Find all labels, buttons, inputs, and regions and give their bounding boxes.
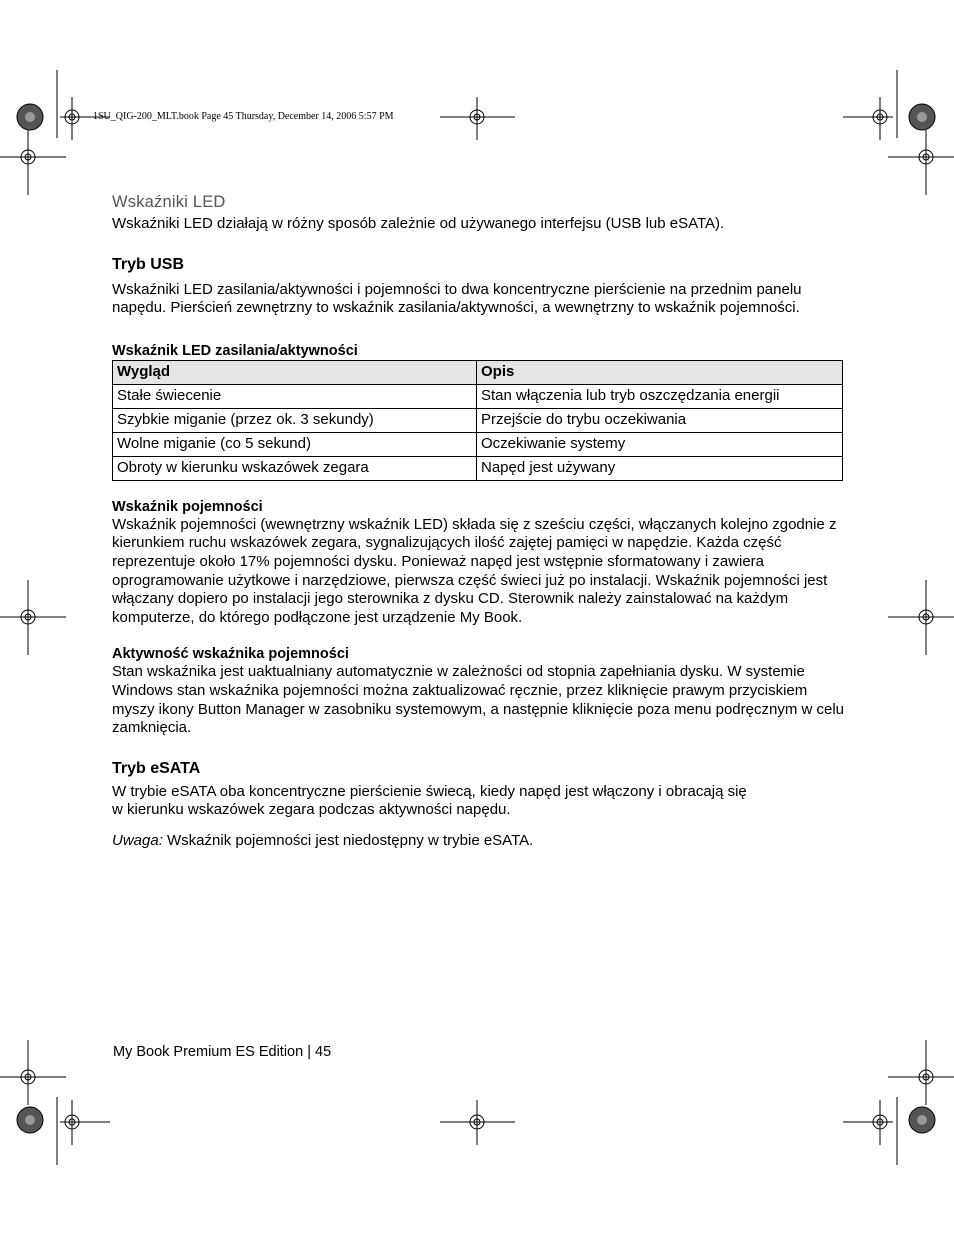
table-row — [113, 456, 843, 480]
power-led-table-title: Wskaźnik LED zasilania/aktywności — [112, 342, 358, 359]
appearance-cell: Wolne miganie (co 5 sekund) — [113, 432, 477, 456]
esata-mode-heading: Tryb eSATA — [112, 759, 201, 777]
capacity-activity-paragraph: Stan wskaźnika jest uaktualniany automatycznie w zależności od stopnia zapełniania dysku. W systemie Windows stan wskaźnika pojemności można zaktualizować ręcznie, przez kliknięcie prawym przyciskiem myszy ikony Button Manager w zasobniku systemowym, a następnie kliknięcie poza menu podręcznym w celu zamknięcia. — [112, 663, 844, 737]
esata-note — [112, 832, 844, 851]
table-header-row — [113, 360, 843, 384]
page-footer: My Book Premium ES Edition | 45 — [113, 1044, 332, 1060]
esata-line-2: w kierunku wskazówek zegara podczas aktywności napędu. — [112, 801, 511, 819]
usb-mode-heading: Tryb USB — [112, 255, 185, 273]
note-label: Uwaga: — [112, 831, 163, 849]
capacity-gauge-paragraph: Wskaźnik pojemności (wewnętrzny wskaźnik LED) składa się z sześciu części, włączanych kolejno zgodnie z kierunkiem ruchu wskazówek zegara, sygnalizujących ilość zajętej pamięci w napędzie. Każda część reprezentuje około 17% pojemności dysku. Ponieważ napęd jest wstępnie sformatowany i zawiera oprogramowanie użytkowe i narzędziowe, pierwsza część świeci już po instalacji. Wskaźnik pojemności jest włączany dopiero po instalacji jego sterownika z dysku CD. Sterownik należy zainstalować na każdym komputerze, do którego podłączone jest urządzenie My Book. — [112, 515, 837, 626]
appearance-cell: Obroty w kierunku wskazówek zegara — [113, 456, 477, 480]
description-cell: Oczekiwanie systemy — [477, 432, 843, 456]
appearance-cell: Stałe świecenie — [113, 384, 477, 408]
capacity-activity-heading: Aktywność wskaźnika pojemności — [112, 646, 349, 663]
capacity-gauge-heading: Wskaźnik pojemności — [112, 498, 263, 515]
description-cell: Przejście do trybu oczekiwania — [477, 408, 843, 432]
page-content — [112, 192, 844, 851]
table-row — [113, 432, 843, 456]
table-row — [113, 384, 843, 408]
table-row — [113, 408, 843, 432]
print-slug-line: 1SU_QIG-200_MLT.book Page 45 Thursday, December 14, 2006 5:57 PM — [93, 111, 394, 122]
esata-line-1: W trybie eSATA oba koncentryczne pierścienie świecą, kiedy napęd jest włączony i obracają się — [112, 782, 747, 800]
power-led-table — [112, 360, 843, 481]
appearance-cell: Szybkie miganie (przez ok. 3 sekundy) — [113, 408, 477, 432]
description-cell: Stan włączenia lub tryb oszczędzania energii — [477, 384, 843, 408]
description-cell: Napęd jest używany — [477, 456, 843, 480]
section-title: Wskaźniki LED — [112, 193, 226, 211]
esata-mode-paragraph — [112, 783, 844, 820]
note-text: Wskaźnik pojemności jest niedostępny w trybie eSATA. — [162, 831, 534, 849]
column-header-appearance: Wygląd — [113, 360, 477, 384]
column-header-description: Opis — [477, 360, 843, 384]
intro-paragraph: Wskaźniki LED działają w różny sposób zależnie od używanego interfejsu (USB lub eSATA). — [112, 215, 725, 232]
usb-mode-paragraph: Wskaźniki LED zasilania/aktywności i pojemności to dwa koncentryczne pierścienie na przednim panelu napędu. Pierścień zewnętrzny to wskaźnik zasilania/aktywności, a wewnętrzny to wskaźnik pojemności. — [112, 280, 802, 317]
